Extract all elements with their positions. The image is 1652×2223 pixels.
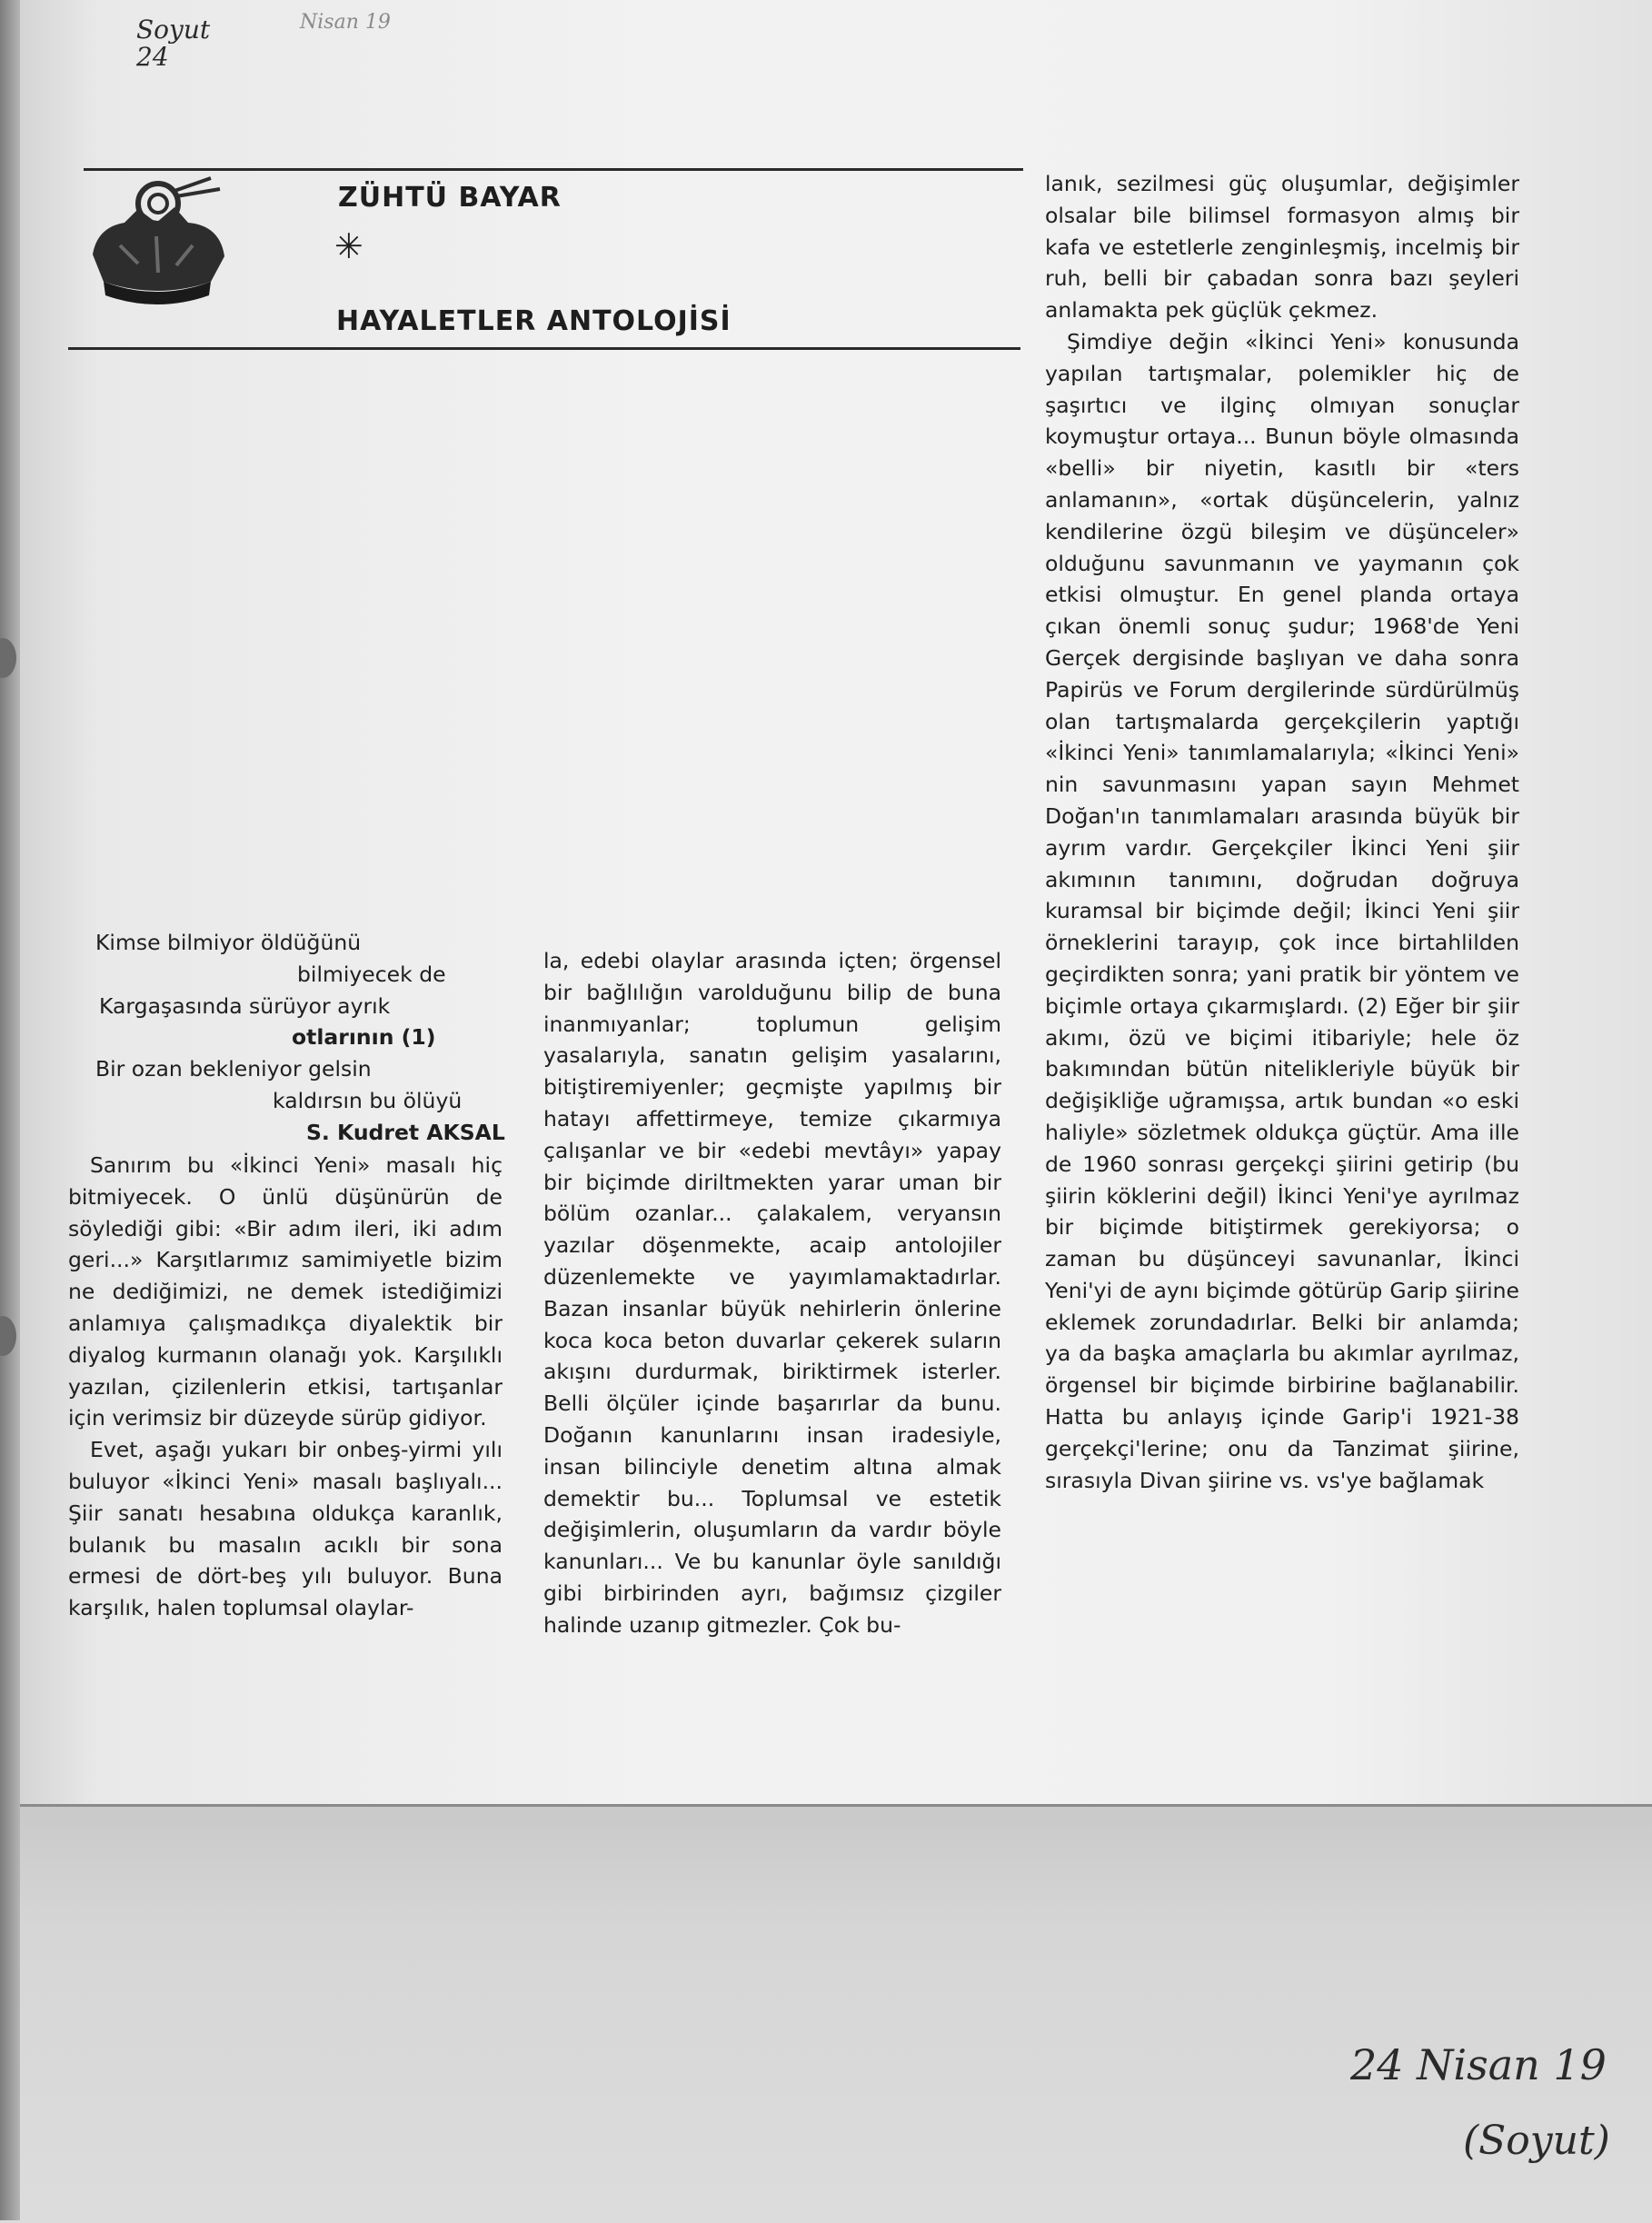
poem-line: kaldırsın bu ölüyü — [273, 1087, 463, 1113]
paragraph: lanık, sezilmesi güç oluşumlar, değişimler olsalar bile bilimsel formasyon almış bir kafa ve estetlerle zenginleşmiş, incelmiş bir ruh, belli bir çabadan sonra bazı şeyleri anlamakta pek güçlük çekmez. — [1045, 171, 1519, 324]
underlying-page — [0, 1804, 1652, 2223]
handwritten-date: 24 Nisan 19 — [1350, 2040, 1607, 2089]
epigraph-poem — [95, 927, 505, 1149]
handwritten-source-note: Soyut 24 — [136, 15, 211, 72]
poem-line: Kargaşasında sürüyor ayrık — [99, 992, 391, 1019]
paragraph: Şimdiye değin «İkinci Yeni» konusunda yapılan tartışmalar, polemikler hiç de şaşırtıcı ve ilginç olmıyan sonuçlar koymuştur ortaya... Bunun böyle olmasında «belli» bir niyetin, kasıtlı bir «ters anlamanın», «ortak düşüncelerin, yalnız kendilerine özgü bileşim ve düşünceler» olduğunu savunmanın ve yaymanın çok etkisi olmuştur. En genel planda ortaya çıkan önemli sonuç şudur; 1968'de Yeni Gerçek dergisinde başlıyan ve daha sonra Papirüs ve Forum dergilerinde sürdürülmüş olan tartışmalarda gerçekçilerin yaptığı «İkinci Yeni» tanımlamalarıyla; «İkinci Yeni» nin savunmasını yapan sayın Mehmet Doğan'ın tanımlamaları arasında büyük bir ayrım vardır. Gerçekçiler İkinci Yeni şiir akımının tanımını, doğrudan doğruya kuramsal bir biçimde değil; İkinci Yeni şiir örneklerini tarayıp, çok ince birtahlilden geçirdikten sonra; yani pratik bir yöntem ve biçimle ortaya çıkarmışlardı. (2) Eğer bir şiir akımı, özü ve biçimi itibariyle; hele öz bakımından bütün nitelikleriyle büyük bir değişikliğe uğramışsa, artık bundan «o eski haliyle» sözletmek oldukça güçtür. Ama ille de 1960 sonrası gerçekçi şiirini getirip (bu şiirin köklerini değil) İkinci Yeni'ye ayrılmaz bir biçimde bitiştirmek gerekiyorsa; o zaman bu düşünceyi savunanlar, İkinci Yeni'yi de aynı biçimde götürüp Garip şiirine eklemek zorundadırlar. Belki bir anlamda; ya da başka amaçlarla bu akımlar ayrılmaz, örgensel bir biçimde birbirine bağlanabilir. Hatta bu anlayış içinde Garip'i 1921-38 gerçekçi'lerine; onu da Tanzimat şiirine, sırasıyla Divan şiirine vs. vs'ye bağlamak — [1045, 328, 1519, 1493]
poem-line: Kimse bilmiyor öldüğünü — [95, 930, 362, 955]
faint-handwritten-note: Nisan 19 — [300, 11, 391, 34]
column-3 — [1045, 168, 1519, 1496]
poem-line: bilmiyecek de — [297, 961, 446, 987]
poem-attribution: S. Kudret AKSAL — [306, 1119, 505, 1145]
separator-asterisk: ✳ — [334, 226, 363, 266]
paragraph: la, edebi olaylar arasında içten; örgensel bir bağlılığın varolduğunu bilip de buna inanmıyanlar; toplumun gelişim yasalarıyla, sanatın gelişim yasalarını, bitiştiremiyenler; geçmişte yapılmış bir hatayı affettirmeye, temize çıkarmıya çalışanlar ve bir «edebi mevtâyı» yapay bir biçimde diriltmekten yarar uman bir bölüm ozanlar... çalakalem, veryansın yazılar döşenmekte, acaip antolojiler düzenlemekte ve yayımlamaktadırlar. Bazan insanlar büyük nehirlerin önlerine koca koca beton duvarlar çekerek suların akışını durdurmak, biriktirmek isterler. Belli ölçüler içinde başarırlar da bunu. Doğanın kanunlarını insan iradesiyle, insan bilinciyle denetim altına almak demektir bu... Toplumsal ve estetik değişimlerin, oluşumların da vardır böyle kanunları... Ve bu kanunlar öyle sanıldığı gibi birbirinden ayrı, bağımsız çizgiler halinde uzanıp gitmezler. Çok bu- — [543, 948, 1001, 1638]
article-title: HAYALETLER ANTOLOJİSİ — [336, 305, 731, 337]
header-bottom-rule — [68, 347, 1020, 350]
column-2 — [543, 945, 1001, 1641]
handwritten-source: (Soyut) — [1463, 2118, 1610, 2164]
paragraph: Evet, aşağı yukarı bir onbeş-yirmi yılı buluyor «İkinci Yeni» masalı başlıyalı... Şiir sanatı hesabına oldukça karanlık, bulanık bu masalın acıklı bir sona ermesi de dört-beş yılı buluyor. Buna karşılık, halen toplumsal olaylar- — [68, 1437, 503, 1621]
page-edge — [0, 0, 20, 2220]
header-top-rule — [84, 168, 1023, 171]
column-1 — [68, 1150, 503, 1624]
crown-snail-icon — [75, 173, 240, 318]
poem-line: otlarının (1) — [292, 1024, 436, 1051]
paragraph: Sanırım bu «İkinci Yeni» masalı hiç bitmiyecek. O ünlü düşünürün de söylediği gibi: «Bir adım ileri, iki adım geri...» Karşıtlarımız samimiyetle bizim ne dediğimizi, ne demek istediğimizi anlamıya çalışmadıkça diyalektik bir diyalog kurmanın olanağı yok. Karşılıklı yazılan, çizilenlerin etkisi, tartışanlar için verimsiz bir düzeyde sürüp gidiyor. — [68, 1152, 503, 1431]
author-name: ZÜHTÜ BAYAR — [338, 182, 562, 214]
poem-line: Bir ozan bekleniyor gelsin — [95, 1056, 372, 1082]
